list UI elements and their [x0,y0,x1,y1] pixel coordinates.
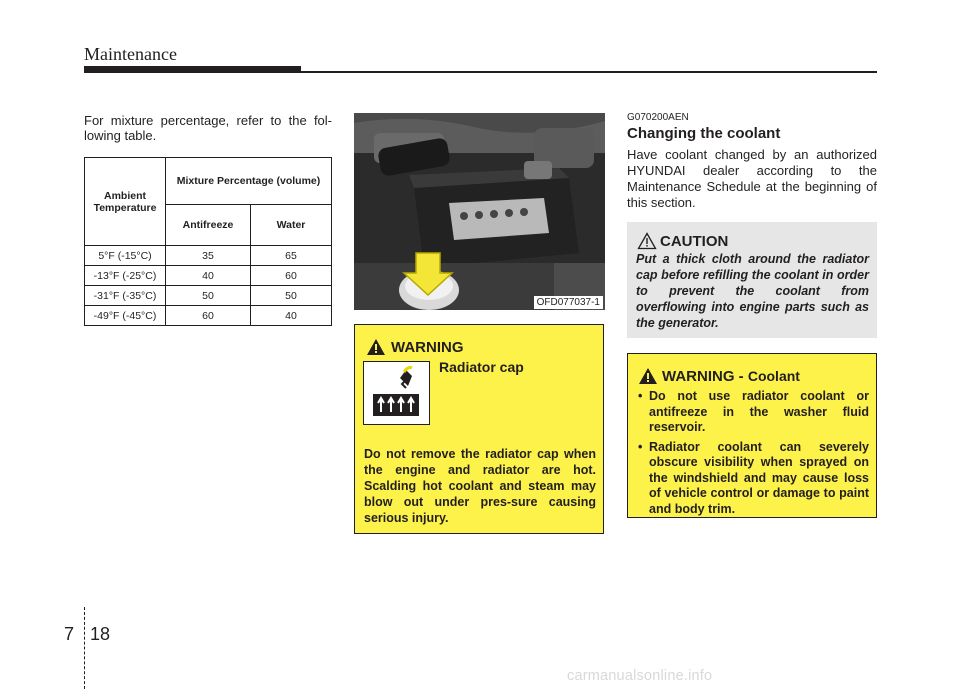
header-rule [301,71,877,73]
warning-subtitle: Coolant [747,368,800,384]
caution-body-text: Put a thick cloth around the radiator cap before refilling the coolant in order to prevent the coolant from overflowing into engine parts such as the generator. [636,252,869,330]
warning-coolant-box [627,353,877,518]
photo-caption: OFD077037-1 [534,296,603,309]
list-item: • Radiator coolant can severely obscure visibility when sprayed on the windshield and may cause loss of vehicle control or damage to paint and body trim. [637,440,869,518]
col-antifreeze-header: Antifreeze [166,205,251,246]
warning-body-text: Do not remove the radiator cap when the engine and radiator are hot. Scalding hot coolant and steam may blow out under pres-sure causing serious injury. [364,447,596,525]
cell-temp: 5°F (-15°C) [85,246,166,266]
cell-antifreeze: 40 [166,266,251,286]
table-row [85,266,332,286]
warning-triangle-icon [638,367,658,385]
header-bar [84,66,301,73]
engine-bay-photo [354,113,605,310]
intro-paragraph: For mixture percentage, refer to the fol-lowing table. [84,113,332,143]
cell-antifreeze: 60 [166,306,251,326]
caution-triangle-icon [637,232,657,250]
cell-water: 50 [251,286,332,306]
page-number: 18 [90,624,111,644]
list-item: • Do not use radiator coolant or antifreeze in the washer fluid reservoir. [637,389,869,436]
warning-radiator-cap-box [354,324,604,534]
caution-title: CAUTION [660,233,729,250]
cell-antifreeze: 35 [166,246,251,266]
page-header-title: Maintenance [84,44,177,64]
mixture-table [84,157,332,326]
warning-triangle-icon [366,338,386,356]
footer-divider [84,607,86,689]
table-row [85,306,332,326]
table-row [85,286,332,306]
section-body: Have coolant changed by an authorized HYUNDAI dealer according to the Maintenance Schedule at the beginning of this section. [627,147,877,210]
chapter-number: 7 [64,624,75,644]
col-ambient-header: Ambient Temperature [85,158,166,246]
table-row [85,246,332,266]
cell-temp: -13°F (-25°C) [85,266,166,286]
warning-title [662,368,800,385]
cell-antifreeze: 50 [166,286,251,306]
col-mixture-header: Mixture Percentage (volume) [166,158,332,205]
cell-temp: -31°F (-35°C) [85,286,166,306]
warning-list [637,389,869,521]
cell-temp: -49°F (-45°C) [85,306,166,326]
section-code: G070200AEN [627,112,689,123]
hot-coolant-warning-icon [363,361,430,425]
cell-water: 65 [251,246,332,266]
caution-box [627,222,877,338]
warning-title: WARNING [391,339,464,356]
warning-subtitle: Radiator cap [439,359,524,375]
warning-title-text: WARNING - [662,368,744,385]
engine-bay-illustration [354,113,605,310]
cell-water: 60 [251,266,332,286]
section-heading: Changing the coolant [627,125,781,142]
col-water-header: Water [251,205,332,246]
watermark: carmanualsonline.info [567,668,713,684]
cell-water: 40 [251,306,332,326]
